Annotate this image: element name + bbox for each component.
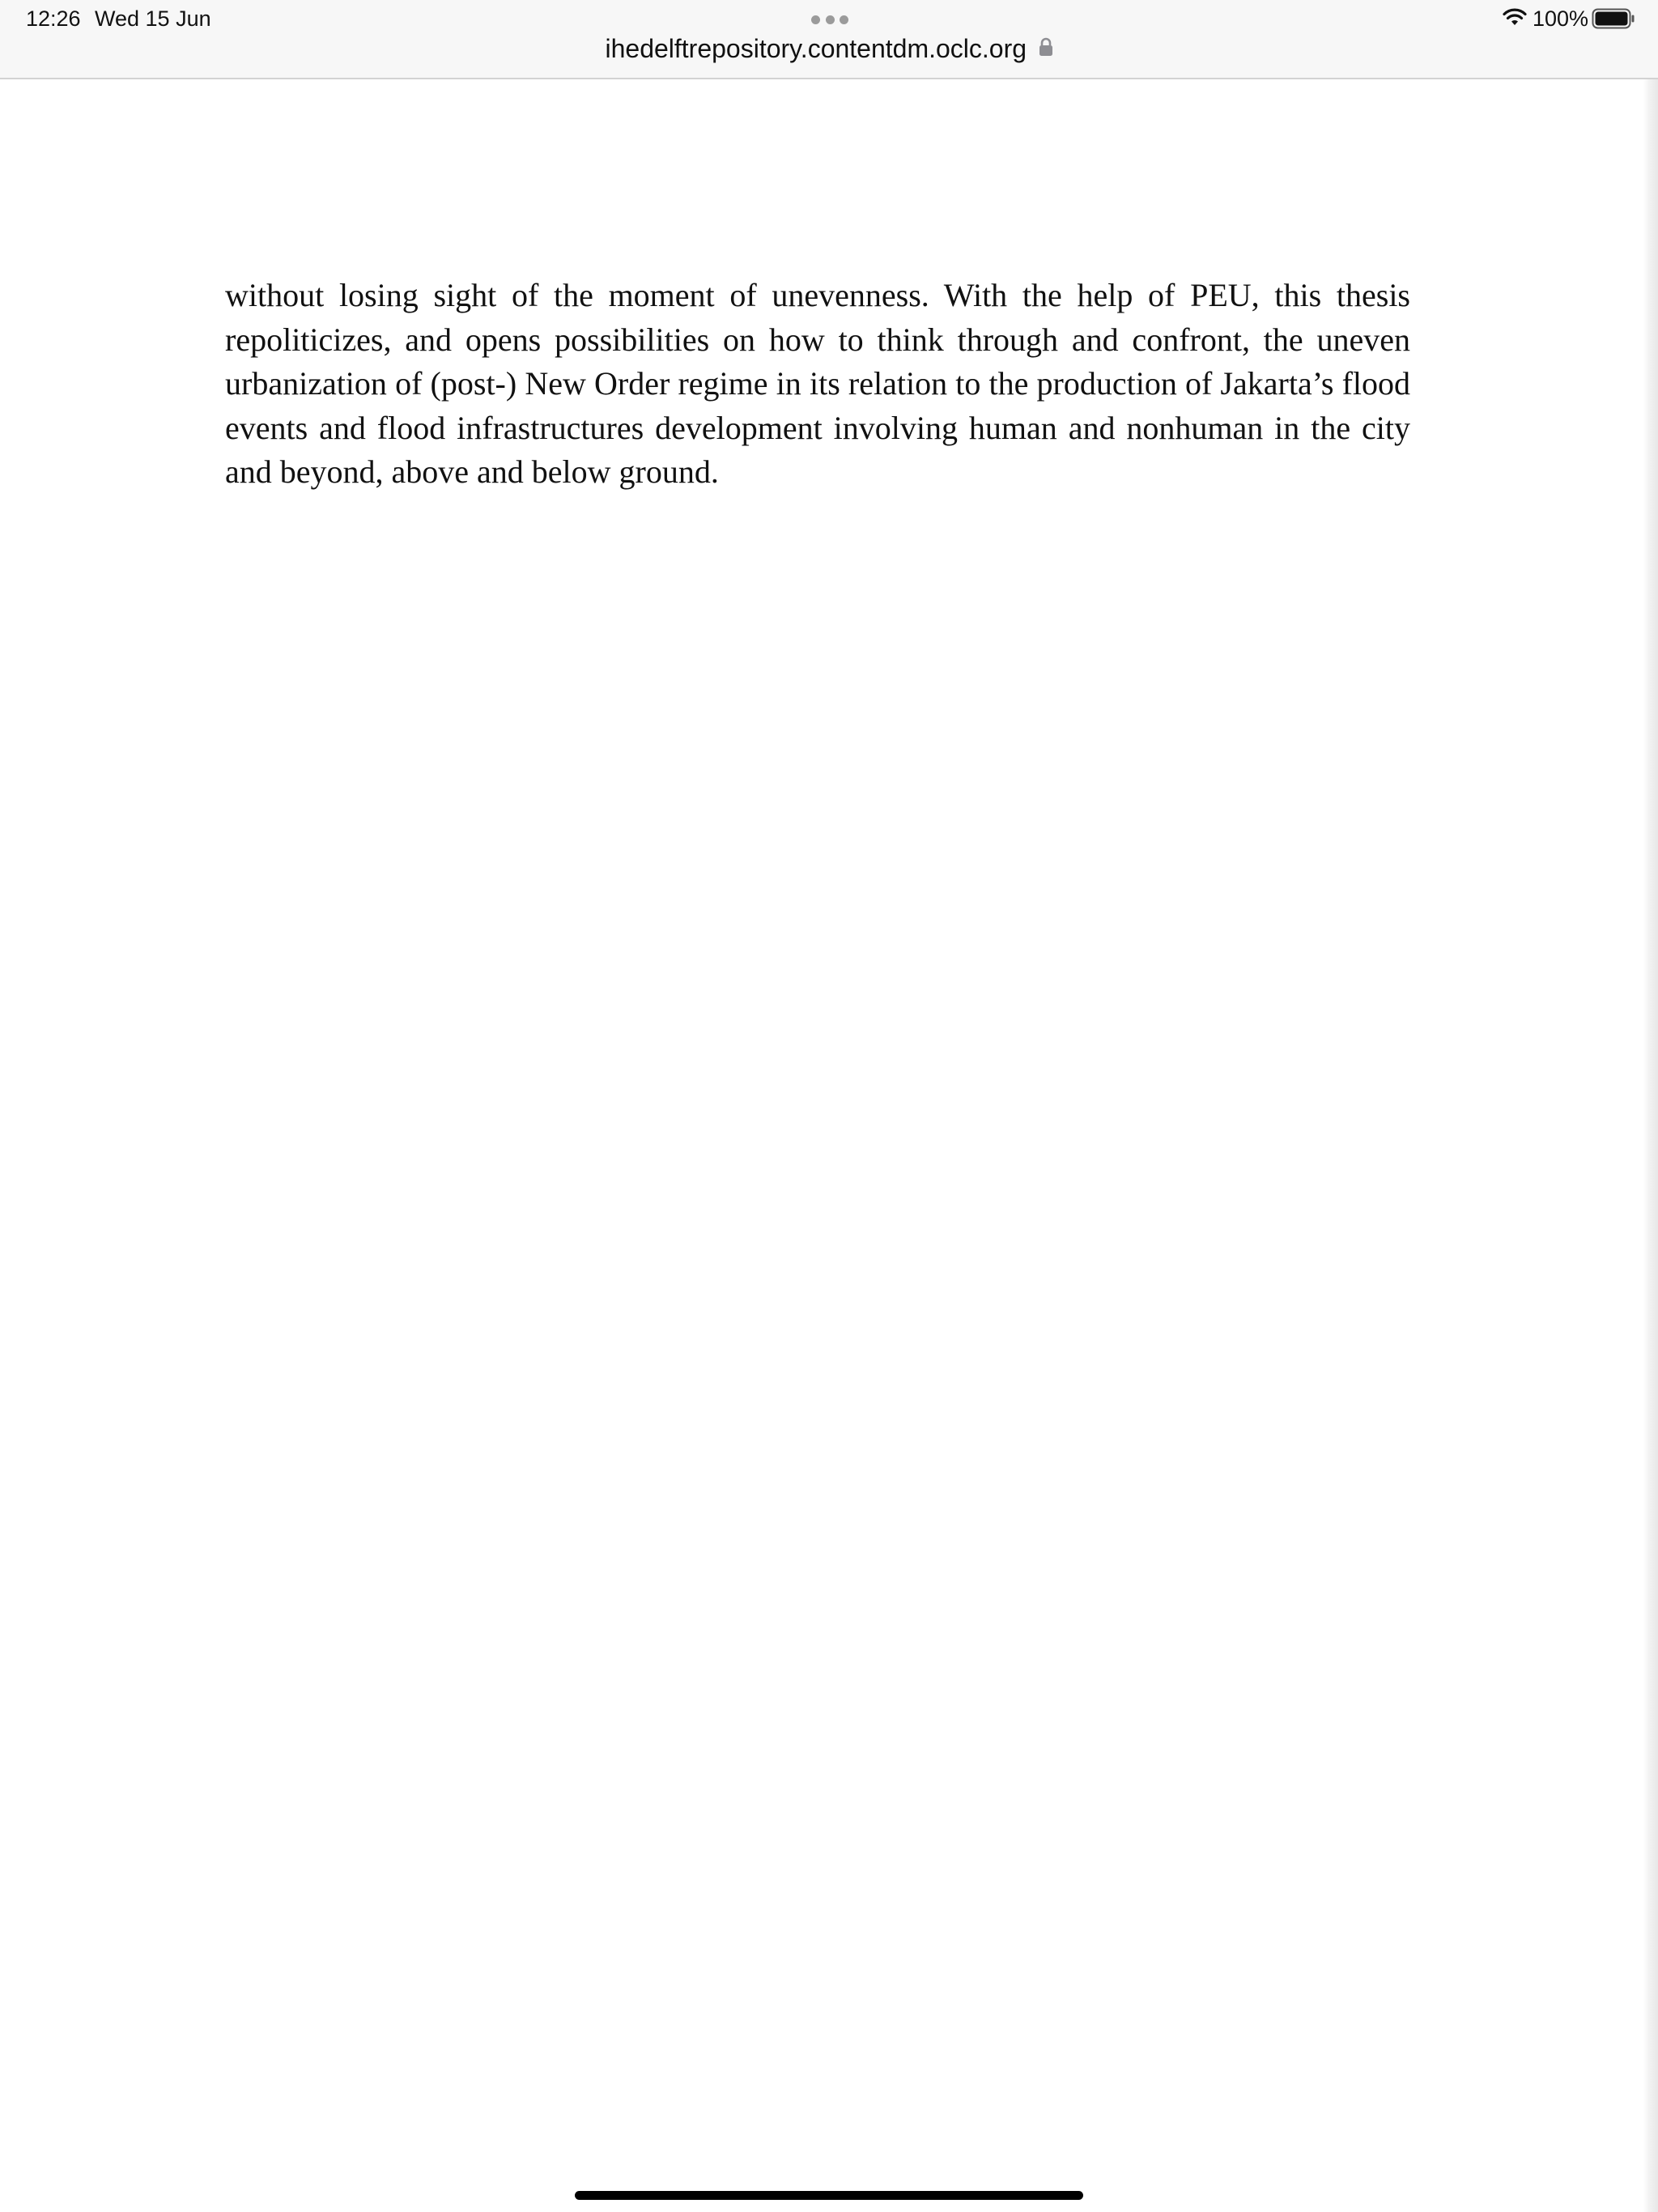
dot xyxy=(811,15,820,24)
more-dots-icon[interactable] xyxy=(811,15,848,24)
document-paragraph: without losing sight of the moment of unevenness. With the help of PEU, this thesis repoliticizes, and opens possibilities on how to think through and confront, the uneven urbanization of (post-) New Order regime in its relation to the production of Jakarta’s flood events and flood infrastructures development involving human and nonhuman in the city and beyond, above and below ground. xyxy=(225,277,1410,490)
status-time: 12:26 xyxy=(26,6,81,31)
battery-icon xyxy=(1592,8,1635,29)
status-bar xyxy=(0,0,1658,79)
home-indicator[interactable] xyxy=(575,2191,1083,2200)
dot xyxy=(840,15,848,24)
battery-percent: 100% xyxy=(1533,6,1589,31)
status-date: Wed 15 Jun xyxy=(95,6,211,31)
wifi-icon xyxy=(1503,8,1527,28)
lock-icon xyxy=(1039,37,1053,57)
address-bar[interactable] xyxy=(0,32,1658,65)
url-text[interactable]: ihedelftrepository.contentdm.oclc.org xyxy=(605,34,1027,63)
page-scrollbar[interactable] xyxy=(1643,79,1658,2212)
dot xyxy=(826,15,835,24)
